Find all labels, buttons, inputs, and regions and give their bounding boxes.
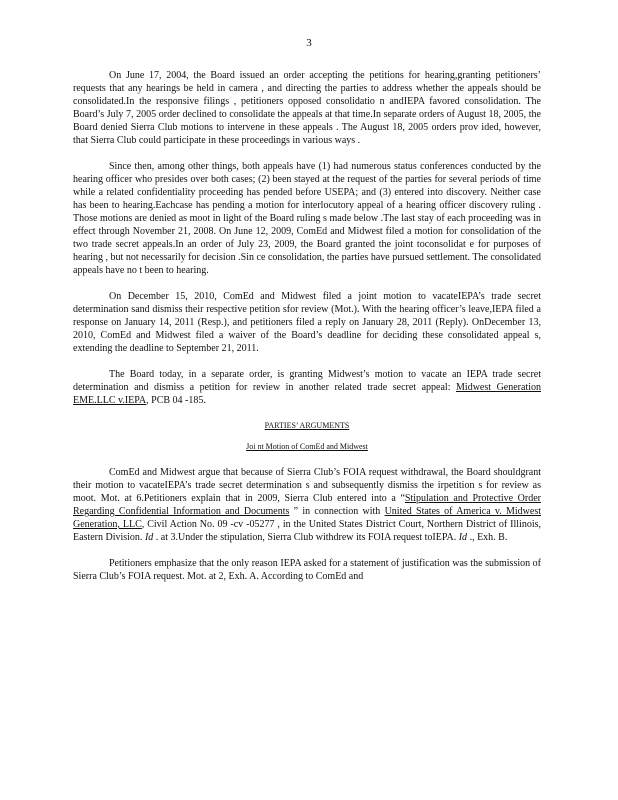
paragraph-text: Petitioners emphasize that the only reason IEPA asked for a statement of justification was the submission of Sierra Club’s FOIA request. Mot. at 2, Exh. A. According to ComEd and (73, 558, 541, 582)
paragraph-text: On December 15, 2010, ComEd and Midwest filed a joint motion to vacateIEPA’s trade secret determination sand dismiss their respective petition sfor review (Mot.). With the hearing officer’s leave,IEPA filed a response on January 14, 2011 (Resp.), and petitioners filed a reply on January 28, 2011 (Reply). OnDecember 13, 2010, ComEd and Midwest filed a waiver of the Board’s deadline for deciding these consolidated appeal s, extending the deadline to September 21, 2011. (73, 291, 541, 354)
paragraph-joint-motion-filing (73, 290, 541, 355)
paragraph-text: Since then, among other things, both appeals have (1) had numerous status conferences conducted by the hearing officer who presides over both cases; (2) been stayed at the request of the parties for several periods of time while a related confidentiality proceeding has pended before USEPA; and (3) entered into discovery. Neither case has been to hearing.Eachcase has pending a motion for interlocutory appeal of a hearing officer discovery ruling . Those motions are denied as moot in light of the Board ruling s made below .The last stay of each proceeding was in effect through November 21, 2008. On June 12, 2009, ComEd and Midwest filed a motion for consolidation of the two trade secret appeals.In an order of July 23, 2009, the Board granted the joint toconsolidat e for purposes of hearing , but not necessarily for decision .Sin ce consolidation, the parties have pursued settlement. The consolidated appeals have no t been to hearing. (73, 161, 541, 276)
paragraph-procedural-history-2 (73, 160, 541, 277)
paragraph-text: , Civil Action No. 09 -cv -05277 , in the United States District Court, Northern District of Illinois, Eastern Division. (73, 519, 542, 543)
section-heading: PARTIES’ ARGUMENTS (264, 421, 350, 430)
paragraph-petitioners-emphasis (73, 557, 541, 583)
paragraph-text: . at 3.Under the stipulation, Sierra Club withdrew its FOIA request toIEPA. (153, 532, 459, 543)
paragraph-text: ., Exh. B. (467, 532, 508, 543)
document-title-citation: Stipulation and Protective Order Regarding Confidential Information and Documents (73, 493, 541, 517)
paragraph-procedural-history-1 (73, 69, 541, 147)
id-citation: Id (458, 532, 468, 543)
paragraph-text: , PCB 04 -185. (146, 395, 206, 406)
case-citation: United States of America v. Midwest Generation, LLC (73, 506, 541, 530)
page-number: 3 (306, 37, 312, 49)
paragraph-related-appeal (73, 368, 541, 407)
subsection-heading: Joi nt Motion of ComEd and Midwest (246, 442, 368, 451)
paragraph-text: ComEd and Midwest argue that because of Sierra Club’s FOIA request withdrawal, the Board shouldgrant their motion to vacateIEPA’s trade secret determination s and subsequently dismiss the irpetition s for review as moot. Mot. at 6.Petitioners explain that in 2009, Sierra Club entered into a “ (73, 467, 541, 504)
paragraph-argument (73, 466, 541, 544)
id-citation: Id (144, 532, 154, 543)
document-body (73, 69, 541, 596)
paragraph-text: ” in connection with (289, 506, 385, 517)
paragraph-text: The Board today, in a separate order, is granting Midwest’s motion to vacate an IEPA trade secret determination and dismiss a petition for review in another related trade secret appeal: (73, 369, 541, 393)
case-citation: Midwest Generation EME.LLC v.IEPA (73, 382, 541, 406)
paragraph-text: On June 17, 2004, the Board issued an order accepting the petitions for hearing,granting petitioners’ requests that any hearings be held in camera , and directing the parties to address whether the appeals should be consolidated.In the responsive filings , petitioners opposed consolidatio n andIEPA favored consolidation. The Board’s July 7, 2005 order declined to consolidate the appeals at that time.In separate orders of August 18, 2005, the Board denied Sierra Club motions to intervene in these appeals . The August 18, 2005 orders prov ided, however, that Sierra Club could participate in these proceedings in various ways . (73, 70, 541, 146)
